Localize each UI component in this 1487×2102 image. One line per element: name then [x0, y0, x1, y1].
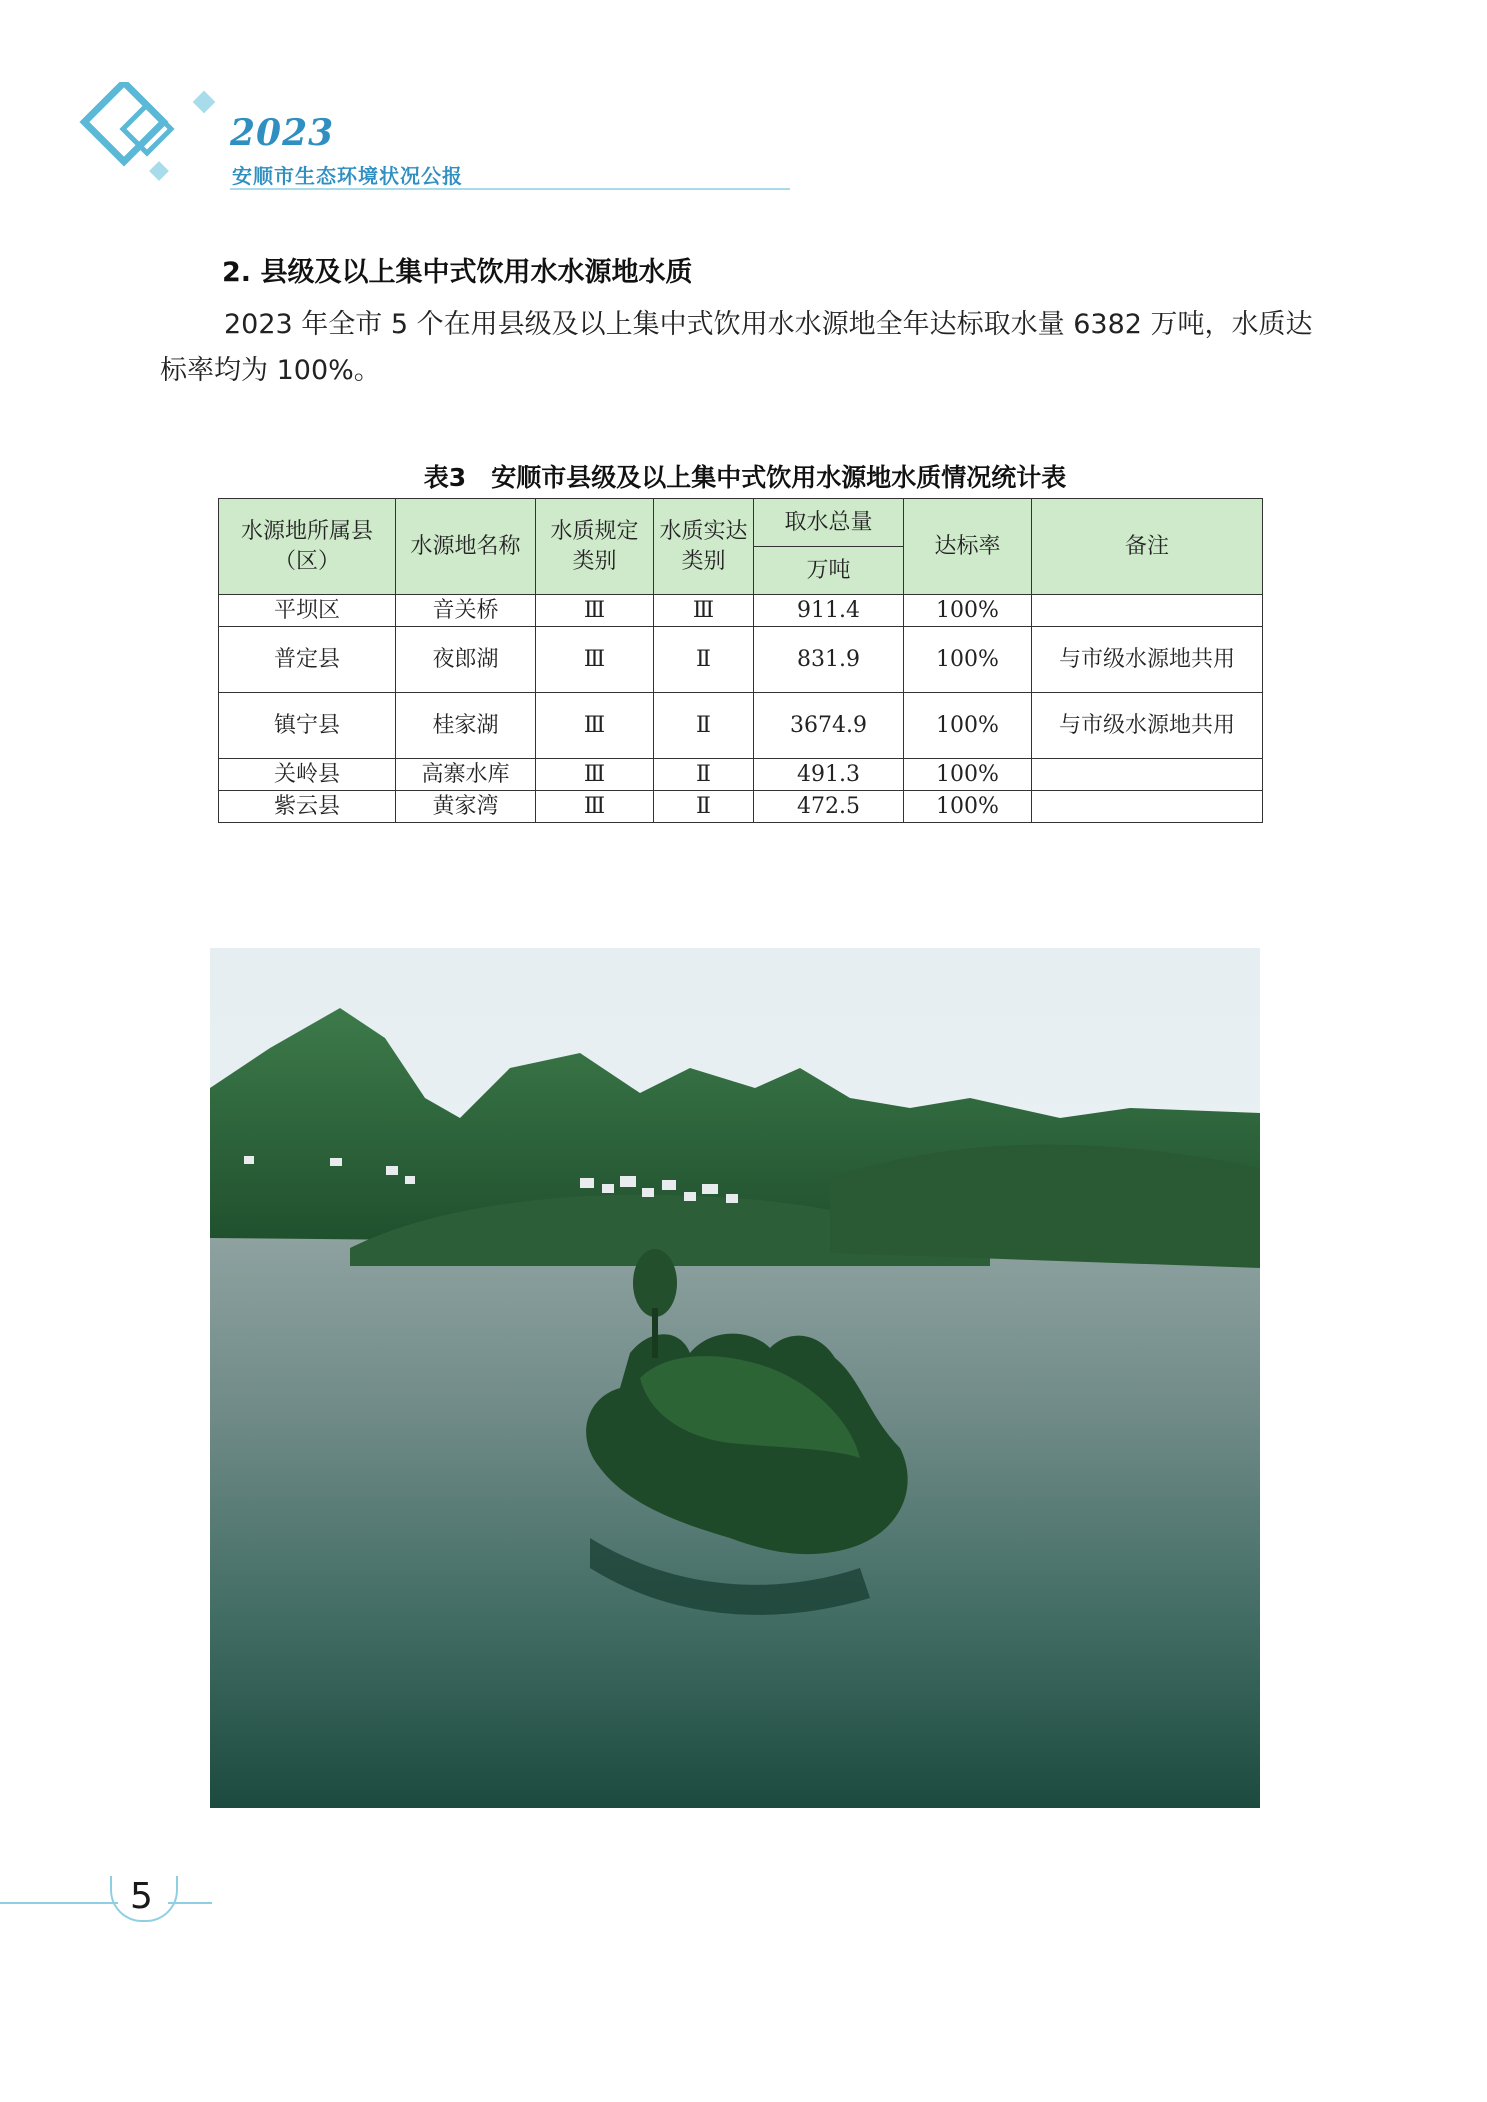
cell-volume: 3674.9	[754, 693, 904, 759]
cell-rate: 100%	[904, 759, 1032, 791]
section-title: 2. 县级及以上集中式饮用水水源地水质	[222, 257, 693, 288]
cell-required-class: Ⅲ	[536, 791, 654, 823]
table-row	[219, 791, 1263, 823]
cell-required-class: Ⅲ	[536, 693, 654, 759]
cell-required-class: Ⅲ	[536, 759, 654, 791]
cell-required-class: Ⅲ	[536, 627, 654, 693]
cell-rate: 100%	[904, 693, 1032, 759]
page-number-line-left	[0, 1902, 118, 1904]
cell-actual-class: Ⅱ	[654, 791, 754, 823]
cell-volume: 491.3	[754, 759, 904, 791]
cell-actual-class: Ⅱ	[654, 627, 754, 693]
table-row	[219, 693, 1263, 759]
cell-source-name: 黄家湾	[396, 791, 536, 823]
cell-actual-class: Ⅱ	[654, 759, 754, 791]
table-row	[219, 759, 1263, 791]
cell-volume: 831.9	[754, 627, 904, 693]
cell-required-class: Ⅲ	[536, 595, 654, 627]
page-number: 5	[130, 1876, 153, 1917]
cell-remark: 与市级水源地共用	[1032, 693, 1263, 759]
cell-rate: 100%	[904, 595, 1032, 627]
header-remarks: 备注	[1032, 499, 1263, 595]
header-county: 水源地所属县（区）	[219, 499, 396, 595]
header-actual-class: 水质实达类别	[654, 499, 754, 595]
cell-actual-class: Ⅲ	[654, 595, 754, 627]
table-caption: 表3 安顺市县级及以上集中式饮用水源地水质情况统计表	[423, 463, 1067, 492]
header-rate: 达标率	[904, 499, 1032, 595]
cell-remark: 与市级水源地共用	[1032, 627, 1263, 693]
cell-source-name: 音关桥	[396, 595, 536, 627]
cell-volume: 472.5	[754, 791, 904, 823]
table-row	[219, 595, 1263, 627]
cell-county: 普定县	[219, 627, 396, 693]
cell-remark	[1032, 595, 1263, 627]
header-subtitle: 安顺市生态环境状况公报	[232, 164, 463, 188]
header-divider	[230, 188, 790, 190]
cell-actual-class: Ⅱ	[654, 693, 754, 759]
cell-rate: 100%	[904, 627, 1032, 693]
header-year: 2023	[230, 112, 335, 154]
cell-source-name: 桂家湖	[396, 693, 536, 759]
section-paragraph: 2023 年全市 5 个在用县级及以上集中式饮用水水源地全年达标取水量 6382 万吨，水质达标率均为 100%。	[160, 309, 1313, 386]
water-quality-table	[218, 498, 1263, 823]
cell-county: 镇宁县	[219, 693, 396, 759]
cell-rate: 100%	[904, 791, 1032, 823]
cell-remark	[1032, 791, 1263, 823]
header-source-name: 水源地名称	[396, 499, 536, 595]
cell-source-name: 夜郎湖	[396, 627, 536, 693]
header-required-class: 水质规定类别	[536, 499, 654, 595]
table-row	[219, 627, 1263, 693]
header-total-volume: 取水总量	[754, 499, 904, 547]
cell-county: 平坝区	[219, 595, 396, 627]
header-unit: 万吨	[754, 547, 904, 595]
reservoir-photo	[210, 948, 1260, 1808]
report-logo-icon	[68, 82, 248, 202]
cell-county: 紫云县	[219, 791, 396, 823]
page-number-line-right	[168, 1902, 212, 1904]
cell-source-name: 高寨水库	[396, 759, 536, 791]
cell-remark	[1032, 759, 1263, 791]
cell-county: 关岭县	[219, 759, 396, 791]
cell-volume: 911.4	[754, 595, 904, 627]
